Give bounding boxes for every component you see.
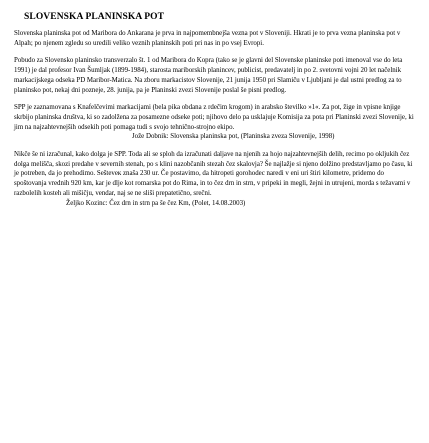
paragraph-gap [14, 48, 415, 56]
citation-kozinc: Željko Kozinc: Čez drn in strn pa še čez Km, (Polet, 14.08.2003) [66, 199, 246, 207]
paragraph-intro: Slovenska planinska pot od Maribora do Ankarana je prva in najpomembnejša vezna pot v Sloveniji. Hkrati je to prva vezna planinska pot v Alpah; po njenem zgledu so uredili veliko veznih planinskih poti pri nas in po vsej Evropi. [14, 30, 401, 47]
document-title: SLOVENSKA PLANINSKA POT [24, 12, 165, 22]
citation-dobnik: Jože Dobnik: Slovenska planinska pot, (Planinska zveza Slovenije, 1998) [132, 133, 335, 141]
paragraph-length: Nikče še ni izračunal, kako dolga je SPP. Toda ali se sploh da izračunati daljave na njenih za hojo najzahtevnejših delih, recimo po okljukih čez dolga melišča, skozi predahe v severnih stenah, po s klini nazobčanih stezah čez skalovja? Še najlažje si njeno dolžino predstavljamo po času, ki je potreben, da jo prehodimo. Sešteveк znaša 230 ur. Če postavimo, da hitropeti gorohodec naredi v eni uri štiri kilometre, pridemo do spoštovanja vrednih 920 km, kar je dlje kot romarska pot do Rima, in to čez drn in strn, v pripeki in megli, žejni in utrujeni, morda s težavami v razbolelih kosteh ali mišičju, vendar, naj se ne sliši prepatetično, srečni. [14, 151, 413, 197]
paragraph-gap [14, 142, 415, 150]
paragraph-markings: SPP je zaznamovana s Knafelčevimi markacijami (bela pika obdana z rdečim krogom) in arabsko številko »1«. Za pot, žige in vpisne knjige skrbijo planinska društva, ki so zadolžena za posamezne odseke poti; njihovo delo pa usklajuje Komisija za pota pri Planinski zvezi Slovenije, ki jim na najzahtevnejših odsekih poti pomaga tudi s svojo tehnično-strojno ekipo. [14, 104, 414, 131]
paragraph-gap [14, 95, 415, 103]
paragraph-history: Pobudo za Slovensko planinsko transverzalo št. 1 od Maribora do Kopra (tako se je glavni del Slovenske planinske poti imenoval vse do leta 1991) je dal profesor Ivan Šumljak (1899-1984), starosta mariborskih planincev, publicist, predavatelj in po 2. svetovni vojni 20 let načelnik markacijskega odseka PD Maribor-Matica. Na zboru markacistov Slovenije, 21 junija 1950 pri Slamiču v Ljubljani je dal ustni predlog za to planinsko pot, nekaj dni pozneje, 28. junija, pa je Planinski zvezi Slovenije poslal še pisni predlog. [14, 57, 403, 94]
